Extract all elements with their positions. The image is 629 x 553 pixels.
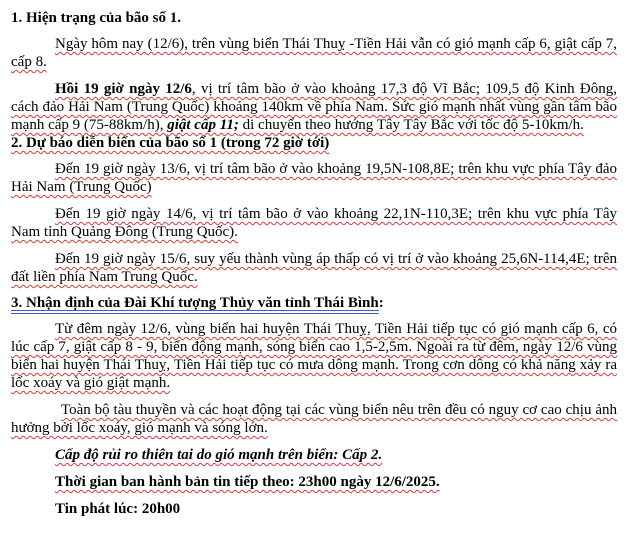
section3-assessment: Từ đêm ngày 12/6, vùng biển hai huyện Thái Thuỵ, Tiền Hải tiếp tục có gió mạnh cấp 6, có lúc cấp 7, giật cấp 8 - 9, biển động mạnh, sóng biển cao 1,5-2,5m. Ngoài ra từ đêm, ngày 12/6 vùng biển hai huyện Thái Thuỵ, Tiền Hải tiếp tục có mưa dông mạnh. Trong cơn dông có khả năng xảy ra lốc xoáy và gió giật mạnh.	[11, 321, 617, 391]
section1-time-label: Hồi 19 giờ ngày 12/6	[55, 81, 192, 97]
section3-risk-level	[11, 446, 617, 464]
section3-next-bulletin	[11, 473, 617, 491]
risk-level-text: Cấp độ rủi ro thiên tai do gió mạnh trên biển: Cấp 2.	[55, 447, 383, 463]
next-bulletin-text: Thời gian ban hành bản tin tiếp theo: 23h00 ngày 12/6/2025.	[55, 474, 440, 490]
bulletin-document	[11, 9, 617, 518]
section2-forecast-13: Đến 19 giờ ngày 13/6, vị trí tâm bão ở vào khoảng 19,5N-108,8E; trên khu vực phía Tây đảo Hải Nam (Trung Quốc)	[11, 161, 617, 195]
section1-movement-text: di chuyển theo hướng Tây Tây Bắc với tốc độ 5-10km/h.	[238, 117, 584, 133]
section1-heading: 1. Hiện trạng của bão số 1.	[11, 10, 182, 26]
section3-heading-text: 3. Nhận định của Đài Khí tượng Thủy văn tỉnh Thái Bình	[11, 295, 379, 311]
section1-position-text: , vị trí tâm bão ở vào khoảng 17,3 độ Vĩ Bắc; 109,5 độ Kinh Đông, cách đảo Hải Nam (Trung Quốc) khoảng 140km về phía Nam. Sức gió mạnh nhất vùng gần tâm bão mạnh cấp 9 (75-88km/h),	[11, 81, 617, 133]
section1-paragraph-1: Ngày hôm nay (12/6), trên vùng biển Thái Thuỵ -Tiền Hải vẫn có gió mạnh cấp 6, giật cấp 7, cấp 8.	[11, 36, 617, 70]
section1-gust-text: giật cấp 11;	[167, 117, 239, 133]
section2-heading: 2. Dự báo diễn biến của bão số 1 (trong 72 giờ tới)	[11, 135, 330, 151]
section1-paragraph-2	[11, 80, 617, 134]
section2-forecast-15: Đến 19 giờ ngày 15/6, suy yếu thành vùng áp thấp có vị trí ở vào khoảng 25,6N-114,4E; trên đất liền phía Nam Trung Quốc.	[11, 251, 617, 285]
section3-warning: Toàn bộ tàu thuyền và các hoạt động tại các vùng biển nêu trên đều có nguy cơ cao chịu ảnh hưởng bởi lốc xoáy, gió mạnh và sóng lớn.	[11, 402, 617, 436]
section3-heading-colon: :	[378, 295, 384, 311]
section3-heading	[11, 294, 617, 312]
section2-forecast-14: Đến 19 giờ ngày 14/6, vị trí tâm bão ở vào khoảng 22,1N-110,3E; trên khu vực phía Tây Nam tỉnh Quảng Đông (Trung Quốc).	[11, 206, 617, 240]
section3-issue-time: Tin phát lúc: 20h00	[55, 501, 181, 517]
